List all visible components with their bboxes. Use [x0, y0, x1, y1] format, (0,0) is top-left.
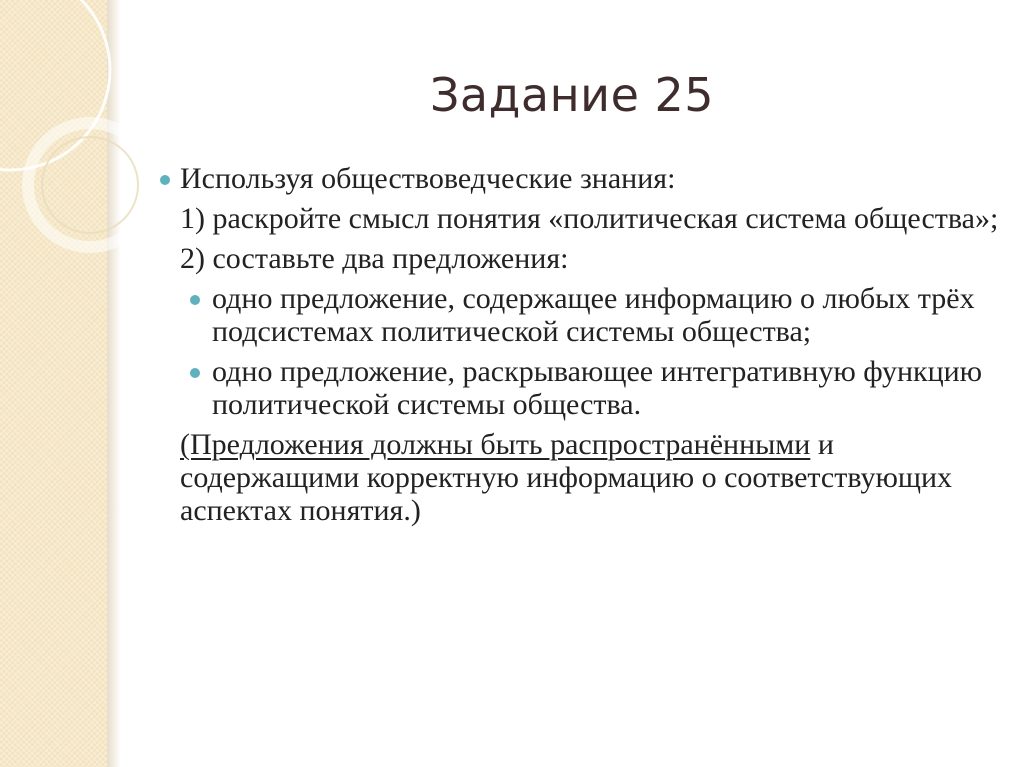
list-item [180, 282, 1010, 348]
list-item [180, 355, 1010, 421]
list-item-text: 2) составьте два предложения: [180, 242, 569, 275]
slide-title: Задание 25 [429, 68, 715, 122]
list-item [180, 242, 1010, 275]
slide-body [180, 162, 1010, 534]
note-rest-text: и содержащими корректную информацию о соответствующих аспектах понятия.) [180, 428, 953, 527]
note-paragraph [180, 428, 1010, 527]
list-item-text: Используя обществоведческие знания: [180, 162, 676, 195]
note-underlined-text: (Предложения должны быть распространёнными [180, 428, 811, 461]
bullet-dot-icon [190, 368, 200, 378]
list-item [180, 202, 1010, 235]
decorative-circle-icon [0, 0, 200, 260]
bullet-dot-icon [160, 175, 170, 185]
list-item-text: одно предложение, раскрывающее интегративную функцию политической системы общества. [212, 355, 983, 421]
list-item-text: 1) раскройте смысл понятия «политическая система общества»; [180, 202, 999, 235]
list-item-text: одно предложение, содержащее информацию о любых трёх подсистемах политической системы общества; [212, 282, 975, 348]
bullet-dot-icon [190, 295, 200, 305]
list-item [180, 162, 1010, 195]
